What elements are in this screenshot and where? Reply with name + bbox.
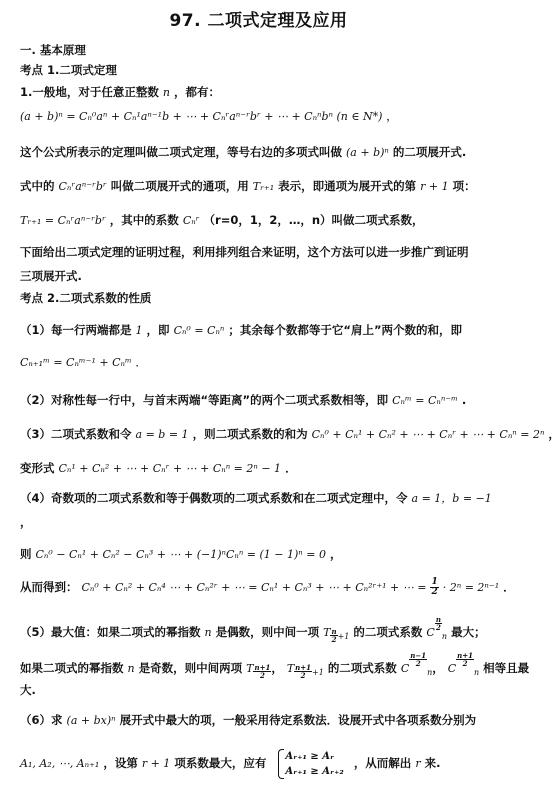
p2-math: (a + b)ⁿ — [346, 146, 389, 159]
p4-text-a: ，其中的系数 — [109, 213, 179, 227]
middle-coefficient-2-sup — [456, 652, 474, 667]
item5-text-b: 是偶数，则中间一项 — [215, 625, 320, 639]
section-heading-basic-principle: 一. 基本原理 — [20, 43, 86, 57]
kp2-heading: 考点 2.二项式系数的性质 — [20, 291, 152, 305]
middle-coefficient-1-sub: n — [427, 668, 433, 677]
property-1 — [20, 322, 507, 339]
p3-text-c: 表示，即通项为展开式的第 — [278, 179, 417, 193]
middle-coefficient-1-den: 2 — [415, 659, 421, 668]
property-6 — [20, 712, 507, 729]
p3-term-symbol: Tᵣ₊₁ — [252, 180, 275, 193]
paragraph-1 — [20, 84, 507, 101]
item5-odd-text-a: 如果二项式的幂指数 — [20, 661, 124, 675]
item2-end: . — [461, 393, 467, 407]
p2-text-b: 的二项展开式. — [392, 145, 467, 159]
item4-substitution: a = 1，b = −1 — [411, 492, 492, 505]
item3-text-a: （3）二项式系数和令 — [20, 427, 132, 441]
item6-text-b: 展开式中最大的项，一般采用待定系数法．设展开式中各项系数分别为 — [119, 713, 477, 727]
item1-end: ． — [135, 355, 147, 369]
odd-even-sum-tail: · 2ⁿ = 2ⁿ⁻¹ — [442, 581, 500, 594]
item5-text-c: 的二项式系数 — [353, 625, 423, 639]
property-6-system — [20, 746, 507, 781]
item4-eq-end: ， — [329, 547, 342, 561]
item4-then-label: 则 — [20, 547, 32, 561]
middle-term-index-tail: +1 — [337, 632, 350, 641]
p3-term-index: r + 1 — [420, 180, 449, 193]
p1-tail: ，都有： — [174, 85, 220, 99]
middle-term-2-tail: +1 — [312, 668, 324, 677]
p3-text-a: 式中的 — [20, 179, 55, 193]
property-3 — [20, 426, 560, 443]
pascal-rule-equation: Cₙ₊₁ᵐ = Cₙᵐ⁻¹ + Cₙᵐ — [20, 356, 132, 369]
p3-general-term: Cₙʳaⁿ⁻ʳbʳ — [58, 180, 107, 193]
property-4 — [20, 490, 507, 507]
item5-odd-text-c: 的二项式系数 — [327, 661, 397, 675]
kp1-heading: 考点 1.二项式定理 — [20, 63, 117, 77]
item6-expression: (a + bx)ⁿ — [66, 714, 116, 727]
item3-text-b: ，则二项式系数的和为 — [192, 427, 308, 441]
item6-text-d: 项系数最大，应有 — [174, 756, 267, 770]
property-5-odd-end: 大. — [20, 683, 36, 697]
item3-variant-label: 变形式 — [20, 461, 55, 475]
item1-one: 1 — [135, 324, 143, 337]
item1-text-a: （1）每一行两端都是 — [20, 323, 132, 337]
property-4-result — [20, 577, 515, 597]
middle-coefficient-symbol: C — [426, 626, 435, 639]
middle-coefficient-1-sup — [409, 652, 427, 667]
alternating-sum-equation: Cₙ⁰ − Cₙ¹ + Cₙ² − Cₙ³ + ⋯ + (−1)ⁿCₙⁿ = (1 − 1)ⁿ = 0 — [35, 548, 326, 561]
one-half-numerator: 1 — [431, 577, 438, 587]
middle-term-1-num: n+1 — [254, 663, 271, 672]
p4-text-b: （r=0，1，2，…，n）叫做二项式系数， — [203, 213, 424, 227]
middle-term-1-index — [253, 664, 271, 679]
inequality-2: Aᵣ₊₁ ≥ Aᵣ₊₂ — [285, 765, 344, 777]
item5-n: n — [204, 626, 212, 639]
item6-term-index: r + 1 — [141, 757, 171, 770]
item6-text-f: 来. — [424, 756, 441, 770]
one-half-fraction — [430, 578, 438, 597]
item1-text-c: ；其余每个数都等于它“肩上”两个数的和，即 — [228, 323, 463, 337]
middle-term-index-den: 2 — [331, 635, 337, 644]
property-5-odd: 如果二项式的幂指数 n 是奇数，则中间两项 T $\frac{n+1}{2}$ ， T $\frac{n+1}{2}$ $_{+1}$ 的二项式系数 C $\frac{n-1}{2}$ $_n$， C $\frac{n+1}{2}$ $_n$ 相等且最 — [20, 651, 530, 680]
middle-term-2-symbol: T — [286, 662, 295, 675]
middle-coefficient-sub: n — [441, 632, 448, 641]
inequality-1: Aᵣ₊₁ ≥ Aᵣ — [285, 750, 335, 762]
item1-end-equality: Cₙ⁰ = Cₙⁿ — [173, 324, 225, 337]
binomial-equation: (a + b)ⁿ = Cₙ⁰aⁿ + Cₙ¹aⁿ⁻¹b + ⋯ + Cₙʳaⁿ⁻ʳbʳ + ⋯ + Cₙⁿbⁿ (n ∈ N*) — [20, 110, 383, 123]
odd-even-sum-equation: Cₙ⁰ + Cₙ² + Cₙ⁴ ⋯ + Cₙ²ʳ + ⋯ = Cₙ¹ + Cₙ³ + ⋯ + Cₙ²ʳ⁺¹ + ⋯ = — [81, 581, 427, 594]
coefficient-sum-equation: Cₙ⁰ + Cₙ¹ + Cₙ² + ⋯ + Cₙʳ + ⋯ + Cₙⁿ = 2ⁿ — [311, 428, 545, 441]
middle-coefficient-2-den: 2 — [462, 659, 468, 668]
item4-result-end: ． — [503, 580, 515, 594]
item3-end: ， — [548, 427, 560, 441]
property-4-comma: ， — [20, 515, 32, 529]
middle-coefficient-sup-den: 2 — [435, 623, 441, 632]
item5-odd-text-b: 是奇数，则中间两项 — [138, 661, 243, 675]
middle-coefficient-1-num: n−1 — [410, 651, 427, 660]
p3-text-d: 项： — [452, 179, 476, 193]
binomial-theorem-formula — [20, 108, 507, 125]
item5-text-d: 最大； — [451, 625, 486, 639]
inequality-system — [276, 749, 343, 779]
middle-coefficient-2-num: n+1 — [457, 651, 473, 660]
property-5-even — [20, 616, 507, 645]
middle-term-symbol: T — [323, 626, 331, 639]
item6-text-a: （6）求 — [20, 713, 63, 727]
p4-coefficient: Cₙʳ — [182, 214, 200, 227]
middle-term-index-num: n — [331, 627, 337, 636]
property-1-formula — [20, 354, 507, 371]
paragraph-2 — [20, 144, 507, 161]
p4-general-term-formula: Tᵣ₊₁ = Cₙʳaⁿ⁻ʳbʳ — [20, 214, 106, 227]
middle-term-index-fraction — [330, 628, 337, 643]
variant-equation: Cₙ¹ + Cₙ² + ⋯ + Cₙʳ + ⋯ + Cₙⁿ = 2ⁿ − 1 — [58, 462, 282, 475]
middle-coefficient-1-symbol: C — [400, 662, 410, 675]
item3-variant-end: ． — [285, 461, 297, 475]
paragraph-5-line-1: 下面给出二项式定理的证明过程，利用排列组合来证明，这个方法可以进一步推广到证明 — [20, 245, 469, 259]
middle-term-1-den: 2 — [259, 671, 265, 680]
middle-coefficient-2-sub: n — [474, 668, 480, 677]
middle-coefficient-2-symbol: C — [447, 662, 457, 675]
item5-odd-n: n — [127, 662, 135, 675]
binomial-equation-end: ， — [386, 109, 398, 123]
property-2 — [20, 392, 507, 409]
p1-var: n — [162, 86, 170, 99]
middle-coefficient-sup-fraction — [435, 616, 442, 631]
item6-r: r — [415, 757, 421, 770]
item1-text-b: ，即 — [146, 323, 170, 337]
one-half-denominator: 2 — [431, 587, 438, 597]
middle-term-1-symbol: T — [246, 662, 254, 675]
p3-text-b: 叫做二项展开式的通项，用 — [110, 179, 249, 193]
coefficient-sequence: A₁, A₂, ⋯, Aₙ₊₁ — [20, 757, 100, 770]
middle-term-2-den: 2 — [300, 671, 306, 680]
p1-lead: 1.一般地，对于任意正整数 — [20, 85, 159, 99]
property-4-then — [20, 546, 507, 563]
item5-odd-text-d: 相等且最 — [483, 661, 530, 675]
item3-substitution: a = b = 1 — [135, 428, 189, 441]
item2-text: （2）对称性每一行中，与首末两端“等距离”的两个二项式系数相等，即 — [20, 393, 389, 407]
item6-text-e: ，从而解出 — [353, 756, 412, 770]
symmetry-equation: Cₙᵐ = Cₙⁿ⁻ᵐ — [392, 394, 458, 407]
middle-term-2-index — [294, 664, 312, 679]
property-3-variant — [20, 460, 507, 477]
middle-term-2-num: n+1 — [295, 663, 311, 672]
paragraph-4 — [20, 212, 507, 229]
paragraph-5-line-2: 三项展开式. — [20, 269, 82, 283]
item4-text: （4）奇数项的二项式系数和等于偶数项的二项式系数和在二项式定理中，令 — [20, 491, 408, 505]
middle-coefficient-sup-num: n — [435, 615, 441, 624]
item6-text-c: ，设第 — [103, 756, 138, 770]
paragraph-3 — [20, 178, 507, 195]
page-title: 97. 二项式定理及应用 — [169, 11, 348, 31]
item5-text-a: （5）最大值：如果二项式的幂指数 — [20, 625, 201, 639]
item4-hence-label: 从而得到： — [20, 580, 78, 594]
p2-text-a: 这个公式所表示的定理叫做二项式定理，等号右边的多项式叫做 — [20, 145, 342, 159]
